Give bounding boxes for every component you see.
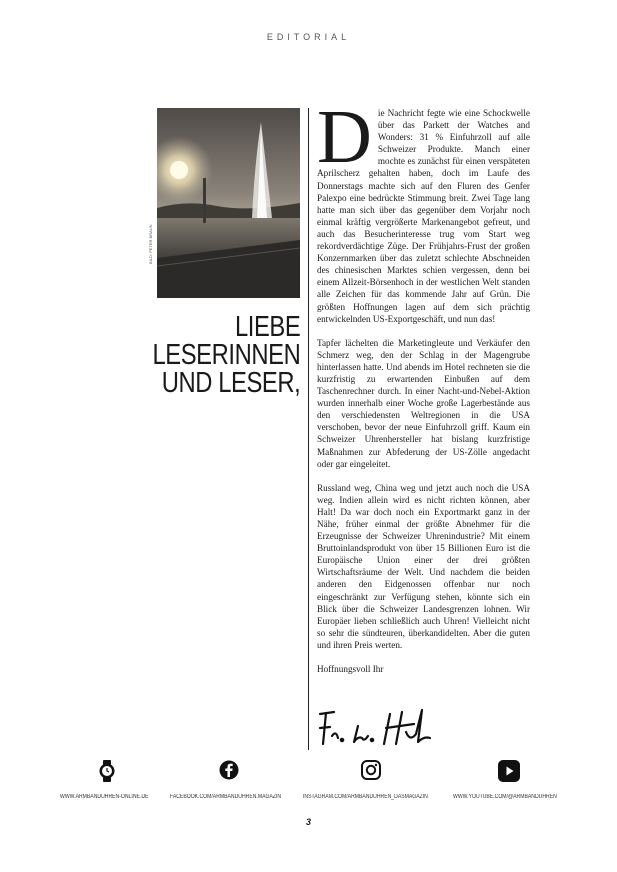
paragraph: Russland weg, China weg und jetzt auch noch die USA weg. Indien allein wird es nicht richten können, aber Halt! Da war doch noch ein Exportmarkt ganz in der Nähe, früher einmal der größte Abnehmer für die Erzeugnisse der Schweizer Uhrenindustrie? Mit einem Bruttoinlandsprodukt von über 15 Billionen Euro ist die Europäische Union einer der drei größten Wirtschaftsräume der Welt. Und nachdem die beiden anderen den Eidgenossen offenbar nur noch eingeschränkt zur Verfügung stehen, könnte sich ein Blick über die Schweizer Landesgrenzen lohnen. Wir Europäer lieben schließlich auch Uhren! Vielleicht nicht so sehr die sündteuren, überkandidelten. Aber die guten und ihren Preis werten. — [317, 482, 530, 650]
youtube-link[interactable]: WWW.YOUTUBE.COM/@ARMBANDUHREN — [453, 794, 557, 800]
column-divider — [308, 108, 309, 750]
headline-line: LIEBE — [234, 311, 300, 343]
headline-line: LESERINNEN — [152, 339, 300, 371]
editorial-headline — [152, 313, 300, 397]
paragraph-text: ie Nachricht fegte wie eine Schockwelle über das Parkett der Watches and Wonders: 31 % Einfuhrzoll auf alle Schweizer Produkte. Manch einer mochte es zunächst für einen verspäteten Aprilscherz gehalten haben, doch im Laufe des Donnerstags machte sich auf den Fluren des Genfer Palexpo eine bedrückte Stimmung breit. Zwei Tage lang hatte man sich über das gegenüber dem Vorjahr noch einmal kräftig vergrößerte Markenangebot gefreut, und auch das Besucherinteresse trug vom Start weg rekordverdächtige Züge. Der Frühjahrs-Frust der großen Konzernmarken über das zuletzt schlechte Abschneiden des chinesischen Marktes schien vergessen, denn bei einem Allzeit-Börsenhoch in der westlichen Welt standen alle Zeichen für das kommende Jahr auf Grün. Die größten Hoffnungen lagen auf dem sich prächtig entwickelnden US-Exportgeschäft, und nun das! — [317, 108, 530, 324]
youtube-icon[interactable] — [498, 760, 520, 787]
signature — [314, 706, 454, 755]
drop-cap: D — [317, 95, 372, 179]
page-number: 3 — [305, 817, 311, 827]
website-link[interactable]: WWW.ARMBANDUHREN-ONLINE.DE — [60, 794, 149, 800]
section-header: EDITORIAL — [266, 32, 351, 42]
headline-line: UND LESER, — [161, 367, 300, 399]
watch-icon[interactable] — [98, 760, 116, 787]
facebook-link[interactable]: FACEBOOK.COM/ARMBANDUHREN.MAGAZIN — [170, 794, 282, 800]
instagram-icon[interactable] — [361, 760, 381, 785]
paragraph — [317, 95, 530, 325]
facebook-icon[interactable] — [219, 760, 239, 785]
article-body — [317, 95, 530, 687]
instagram-link[interactable]: INSTAGRAM.COM/ARMBANDUHREN_DASMAGAZIN — [303, 794, 428, 800]
photo-credit: BILD: PETER BRAUN — [148, 224, 153, 264]
paragraph: Tapfer lächelten die Marketingleute und Verkäufer den Schmerz weg, den der Schlag in der Magengrube hinterlassen hatte. Und abends im Hotel rechneten sie die kurzfristig zu erwartenden Einbußen auf dem Taschenrechner durch. In einer Nacht-und-Nebel-Aktion wurden innerhalb einer Woche große Lagerbestände aus den verschiedensten Weltregionen in die USA verschoben, bevor der neue Einfuhrzoll griff. Kaum ein Schweizer Uhrenhersteller hat bislang kurzfristige Maßnahmen zur Abfederung der US-Zölle angedacht oder gar eingeleitet. — [317, 337, 530, 469]
closing-line: Hoffnungsvoll Ihr — [317, 664, 384, 675]
lake-geneva-photo — [157, 108, 300, 298]
